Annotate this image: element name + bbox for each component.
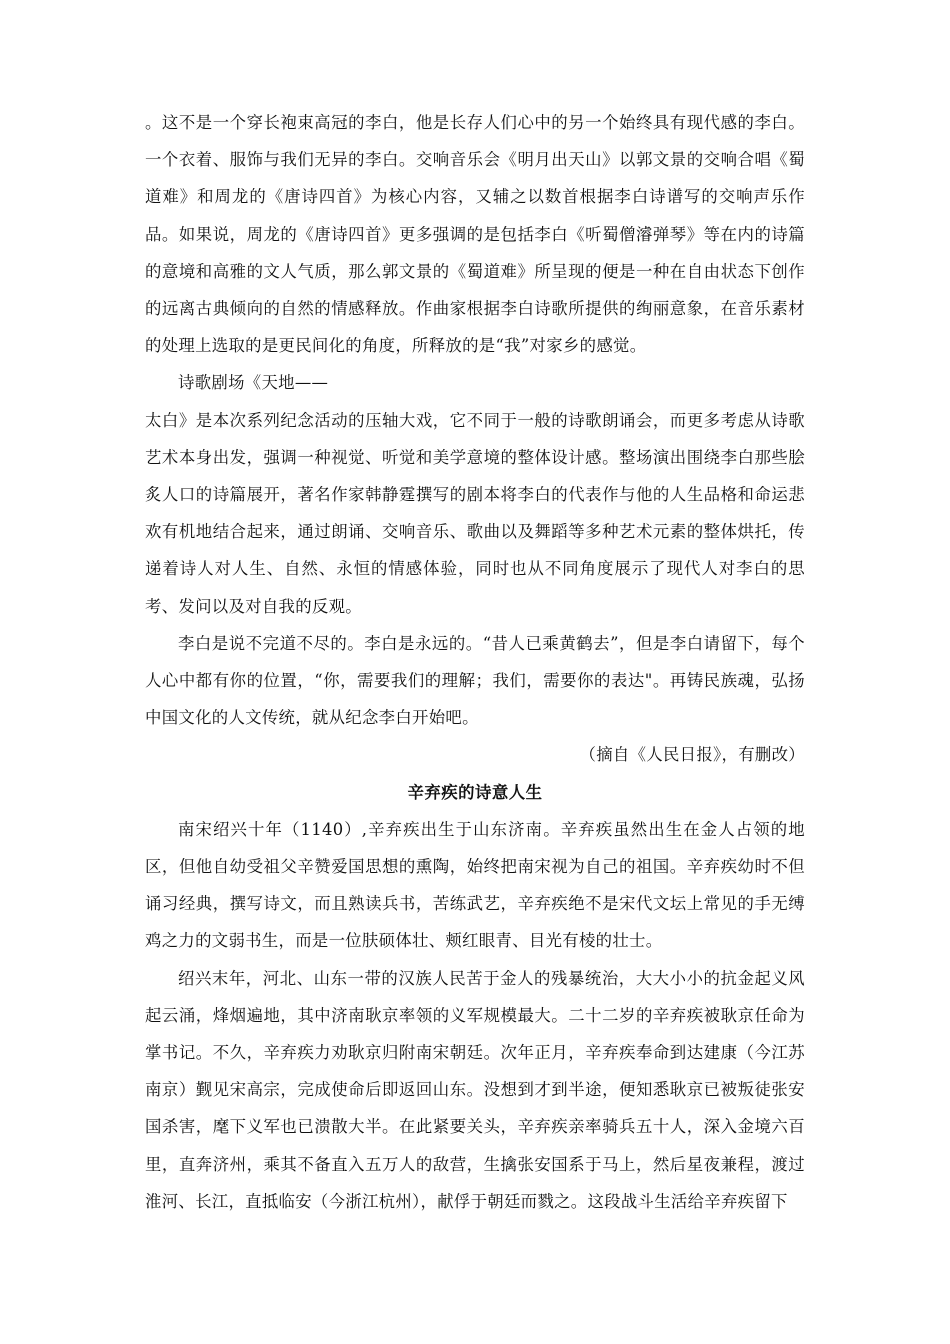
document-page — [145, 104, 805, 1220]
article2-paragraph-1: 南宋绍兴十年（1140）,辛弃疾出生于山东济南。辛弃疾虽然出生在金人占领的地区，但他自幼受祖父辛赞爱国思想的熏陶，始终把南宋视为自己的祖国。辛弃疾幼时不但诵习经典，撰写诗文，而且熟读兵书，苦练武艺，辛弃疾绝不是宋代文坛上常见的手无缚鸡之力的文弱书生，而是一位肤硕体壮、颊红眼青、目光有棱的壮士。 — [145, 819, 805, 951]
article1-paragraph-2-continued: 太白》是本次系列纪念活动的压轴大戏，它不同于一般的诗歌朗诵会，而更多考虑从诗歌艺术本身出发，强调一种视觉、听觉和美学意境的整体设计感。整场演出围绕李白那些脍炙人口的诗篇展开，著名作家韩静霆撰写的剧本将李白的代表作与他的人生品格和命运悲欢有机地结合起来，通过朗诵、交响音乐、歌曲以及舞蹈等多种艺术元素的整体烘托，传递着诗人对人生、自然、永恒的情感体验，同时也从不同角度展示了现代人对李白的思考、发问以及对自我的反观。 — [145, 410, 805, 616]
article2-paragraph-2: 绍兴末年，河北、山东一带的汉族人民苦于金人的残暴统治，大大小小的抗金起义风起云涌，烽烟遍地，其中济南耿京率领的义军规模最大。二十二岁的辛弃疾被耿京任命为掌书记。不久，辛弃疾力劝耿京归附南宋朝廷。次年正月，辛弃疾奉命到达建康（今江苏南京）觐见宋高宗，完成使命后即返回山东。没想到才到半途，便知悉耿京已被叛徒张安国杀害，麾下义军也已溃散大半。在此紧要关头，辛弃疾亲率骑兵五十人，深入金境六百里，直奔济州，乘其不备直入五万人的敌营，生擒张安国系于马上，然后星夜兼程，渡过淮河、长江，直抵临安（今浙江杭州），献俘于朝廷而戮之。这段战斗生活给辛弃疾留下 — [145, 968, 805, 1211]
article1-paragraph-3: 李白是说不完道不尽的。李白是永远的。“昔人已乘黄鹤去”，但是李白请留下，每个人心中都有你的位置，“你，需要我们的理解；我们，需要你的表达"。再铸民族魂，弘扬中国文化的人文传统，就从纪念李白开始吧。 — [145, 633, 805, 728]
article1-source: （摘自《人民日报》，有删改） — [579, 745, 805, 765]
article1-paragraph-1: 。这不是一个穿长袍束高冠的李白，他是长存人们心中的另一个始终具有现代感的李白。一个衣着、服饰与我们无异的李白。交响音乐会《明月出天山》以郭文景的交响合唱《蜀道难》和周龙的《唐诗四首》为核心内容，又辅之以数首根据李白诗谱写的交响声乐作品。如果说，周龙的《唐诗四首》更多强调的是包括李白《听蜀僧濬弹琴》等在内的诗篇的意境和高雅的文人气质，那么郭文景的《蜀道难》所呈现的便是一种在自由状态下创作的远离古典倾向的自然的情感释放。作曲家根据李白诗歌所提供的绚丽意象，在音乐素材的处理上选取的是更民间化的角度，所释放的是“我”对家乡的感觉。 — [145, 113, 805, 356]
article1-paragraph-2-line-1: 诗歌剧场《天地—— — [178, 373, 329, 393]
article2-title: 辛弃疾的诗意人生 — [407, 782, 543, 802]
